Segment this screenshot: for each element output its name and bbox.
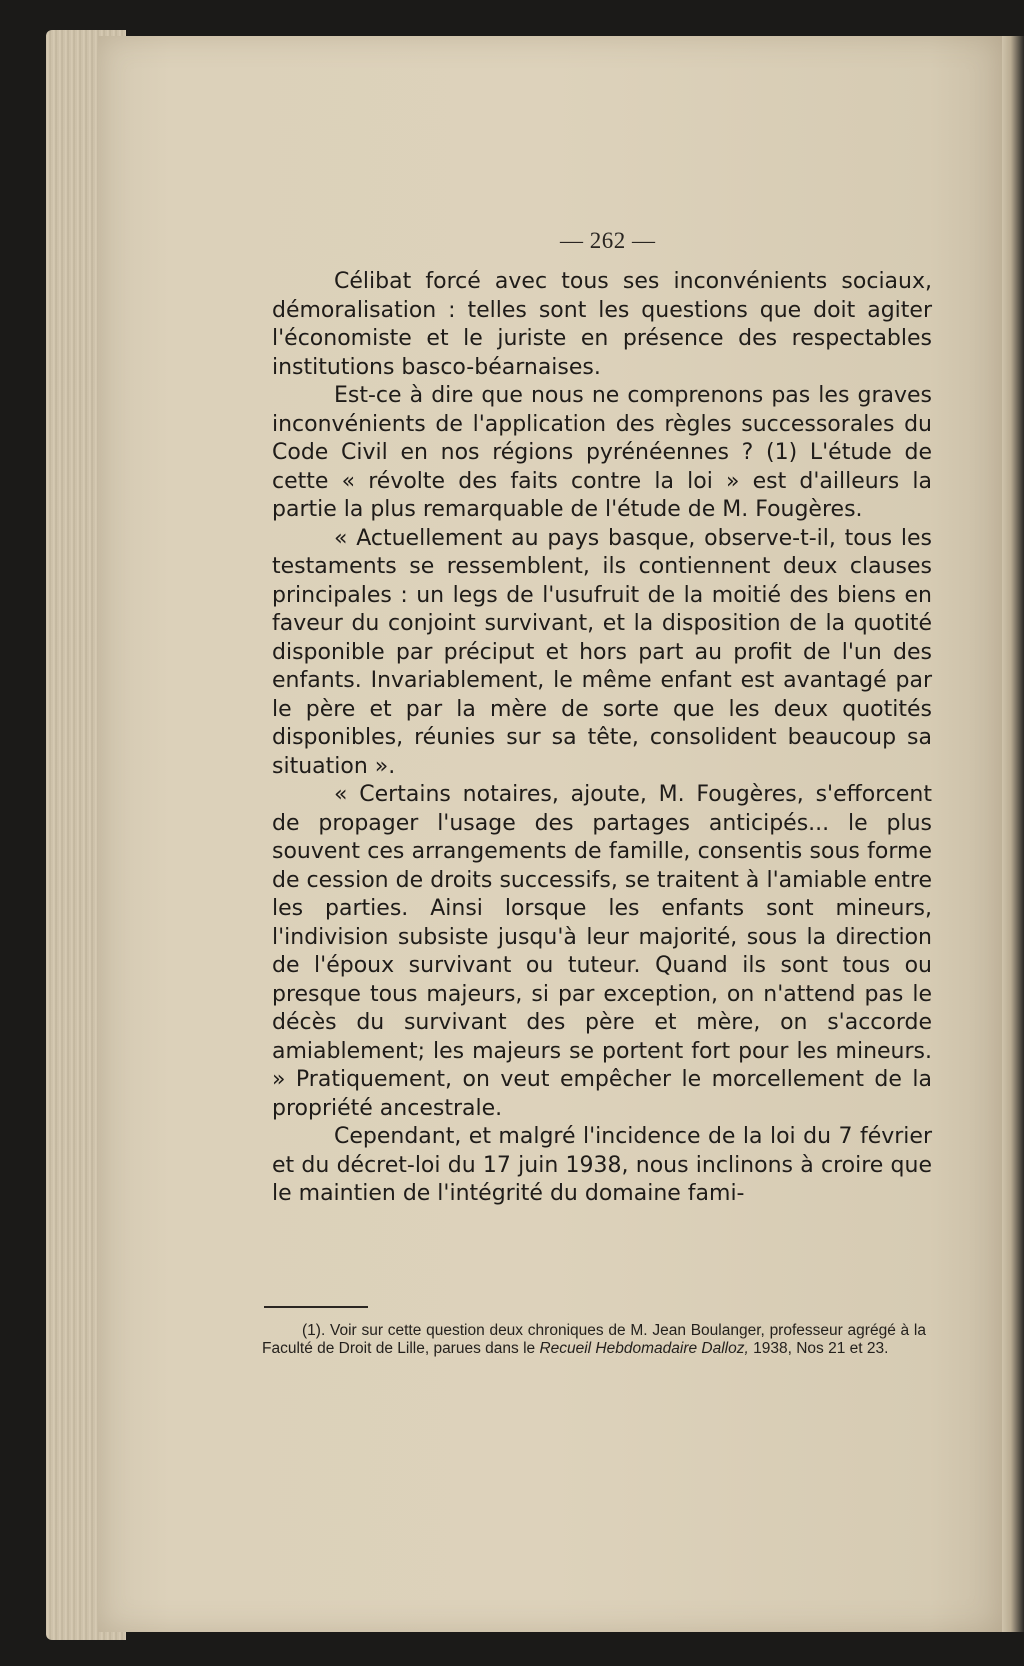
paragraph-3: « Actuellement au pays basque, observe-t-il, tous les testaments se ressemblent, ils contiennent deux clauses principales : un legs de l'usufruit de la moitié des biens en faveur du conjoint survivant, et la disposition de la quotité disponible par préciput et hors part au profit de l'un des enfants. Invariablement, le même enfant est avantagé par le père et par la mère de sorte que les deux quotités disponibles, réunies sur sa tête, consolident beaucoup sa situation ». (272, 525, 932, 779)
footnote-reference: 1938, Nos 21 et 23. (748, 1340, 889, 1357)
paragraph-2: Est-ce à dire que nous ne comprenons pas les graves inconvénients de l'application des règles successorales du Code Civil en nos régions pyrénéennes ? (1) L'étude de cette « révolte des faits contre la loi » est d'ailleurs la partie la plus remarquable de l'étude de M. Fougères. (272, 383, 932, 522)
paragraph-1: Célibat forcé avec tous ses inconvénients sociaux, démoralisation : telles sont les questions que doit agiter l'économiste et le juriste en présence des respectables institutions basco-béarnaises. (272, 269, 932, 380)
footnote-journal-title: Recueil Hebdomadaire Dalloz, (539, 1340, 749, 1357)
book-spine-shadow (1002, 36, 1024, 1632)
footnote-separator (264, 1306, 368, 1308)
body-text (272, 268, 932, 1209)
page-number: — 262 — (560, 228, 656, 253)
paragraph-5: Cependant, et malgré l'incidence de la loi du 7 février et du décret-loi du 17 juin 1938, nous inclinons à croire que le maintien de l'intégrité du domaine fami- (272, 1124, 932, 1206)
footnote (262, 1322, 926, 1358)
paragraph-4: « Certains notaires, ajoute, M. Fougères, s'efforcent de propager l'usage des partages anticipés... le plus souvent ces arrangements de famille, consentis sous forme de cession de droits successifs, se traitent à l'amiable entre les parties. Ainsi lorsque les enfants sont mineurs, l'indivision subsiste jusqu'à leur majorité, sous la direction de l'époux survivant ou tuteur. Quand ils sont tous ou presque tous majeurs, si par exception, on n'attend pas le décès du survivant des père et mère, on s'accorde amiablement; les majeurs se portent fort pour les mineurs. » Pratiquement, on veut empêcher le morcellement de la propriété ancestrale. (272, 782, 932, 1121)
footnote-text: (1). Voir sur cette question deux chroniques de M. Jean Boulanger, professeur agrégé à la Faculté de Droit de Lille, parues dans le (262, 1322, 926, 1357)
